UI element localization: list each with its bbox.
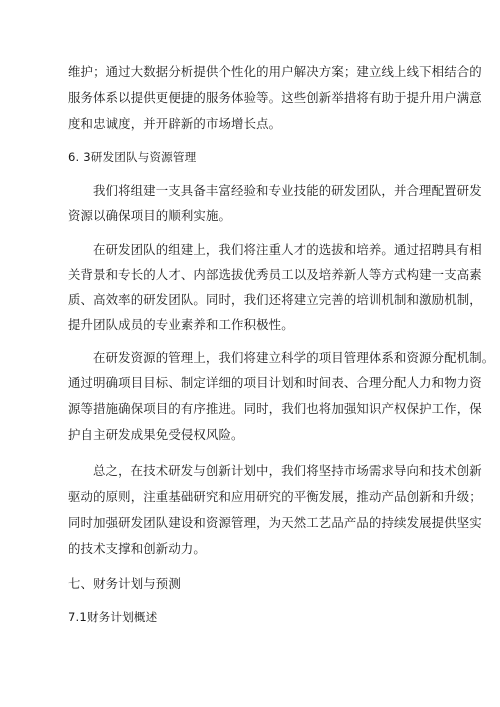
paragraph-continuation-line: 维护；通过大数据分析提供个性化的用户解决方案；建立线上线下相结合的 [68,64,482,79]
paragraph-resources-line: 源等措施确保项目的有序推进。同时，我们也将加强知识产权保护工作，保 [68,401,482,416]
paragraph-continuation-line: 度和忠诚度，并开辟新的市场增长点。 [68,116,282,131]
paragraph-summary-line: 总之，在技术研发与创新计划中，我们将坚持市场需求导向和技术创新 [93,463,482,478]
paragraph-summary-line: 驱动的原则，注重基础研究和应用研究的平衡发展，推动产品创新和升级； [68,489,482,504]
paragraph-summary-line: 的技术支撑和创新动力。 [68,541,206,556]
paragraph-summary-line: 同时加强研发团队建设和资源管理，为天然工艺品产品的持续发展提供坚实 [68,515,482,530]
paragraph-team-intro-line: 我们将组建一支具备丰富经验和专业技能的研发团队，并合理配置研发 [93,183,482,198]
paragraph-team-building-line: 提升团队成员的专业素养和工作积极性。 [68,317,294,332]
paragraph-resources-line: 在研发资源的管理上，我们将建立科学的项目管理体系和资源分配机制。 [93,350,495,365]
paragraph-team-building-line: 在研发团队的组建上，我们将注重人才的选拔和培养。通过招聘具有相 [93,242,482,257]
section-heading-7-1: 7.1财务计划概述 [68,610,158,624]
paragraph-resources-line: 通过明确项目目标、制定详细的项目计划和时间表、合理分配人力和物力资 [68,375,482,390]
section-heading-7: 七、财务计划与预测 [68,576,181,591]
paragraph-team-intro-line: 资源以确保项目的顺利实施。 [68,208,232,223]
paragraph-resources-line: 护自主研发成果免受侵权风险。 [68,427,244,442]
section-heading-6-3: 6. 3研发团队与资源管理 [68,150,197,164]
paragraph-team-building-line: 质、高效率的研发团队。同时，我们还将建立完善的培训机制和激励机制， [68,292,482,307]
paragraph-continuation-line: 服务体系以提供更便捷的服务体验等。这些创新举措将有助于提升用户满意 [68,90,482,105]
paragraph-team-building-line: 关背景和专长的人才、内部选拔优秀员工以及培养新人等方式构建一支高素 [68,267,482,282]
